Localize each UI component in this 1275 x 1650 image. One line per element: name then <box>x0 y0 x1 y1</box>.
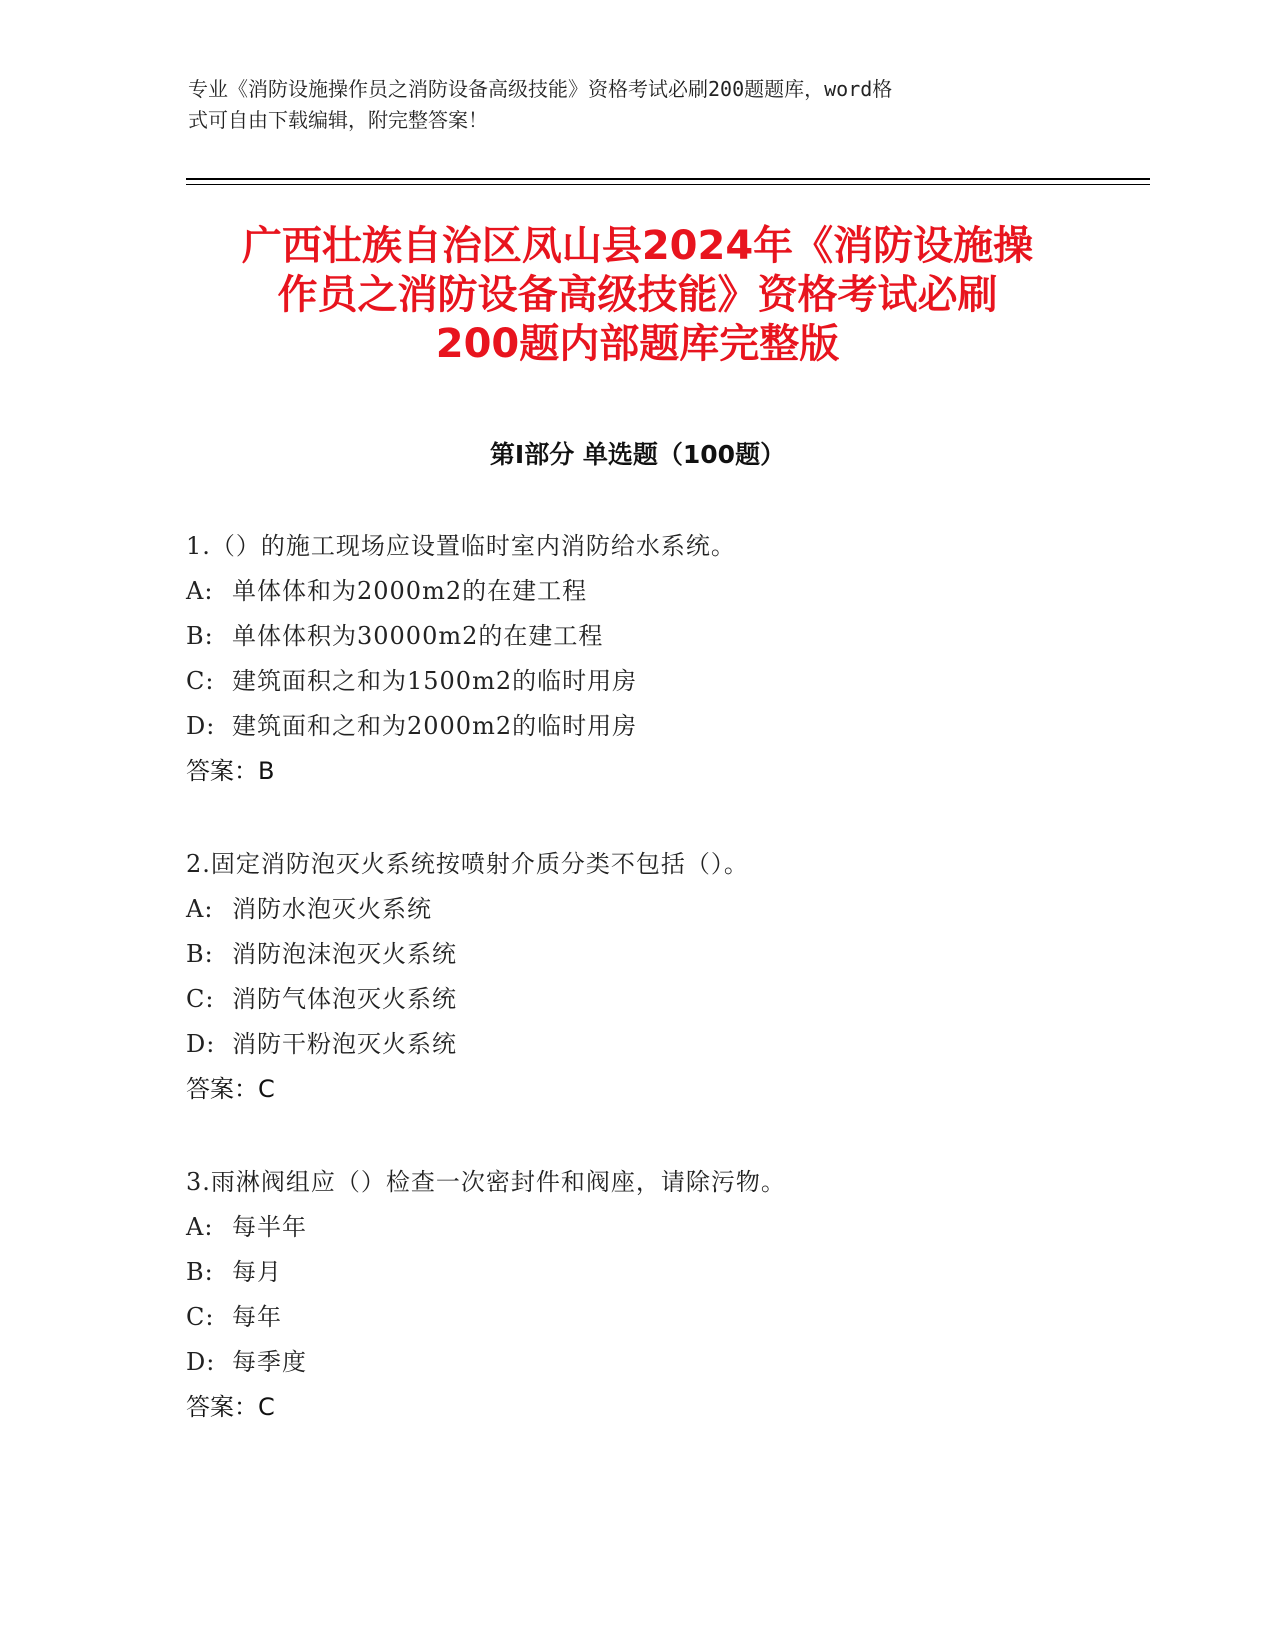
section-title: 第Ⅰ部分 单选题（100题） <box>489 440 786 469</box>
option-c <box>186 977 1146 1022</box>
option-text: 每月 <box>232 1258 282 1286</box>
header-note-line-2: 式可自由下载编辑，附完整答案！ <box>188 108 488 132</box>
option-letter: B: <box>186 940 214 968</box>
option-letter: B: <box>186 622 214 650</box>
option-text: 每半年 <box>232 1213 307 1241</box>
document-title-line-2: 作员之消防设备高级技能》资格考试必刷 <box>277 272 998 318</box>
option-letter: B: <box>186 1258 214 1286</box>
option-letter: A: <box>186 1213 214 1241</box>
option-letter: A: <box>186 577 214 605</box>
question-1 <box>186 524 1146 794</box>
header-divider-thick <box>186 178 1150 180</box>
question-stem: 3.雨淋阀组应（）检查一次密封件和阀座，请除污物。 <box>186 1168 786 1196</box>
option-text: 每年 <box>232 1303 282 1331</box>
answer: 答案：B <box>186 757 275 785</box>
option-text: 建筑面和之和为2000m2的临时用房 <box>232 712 638 740</box>
option-a <box>186 887 1146 932</box>
option-d <box>186 704 1146 749</box>
option-text: 消防干粉泡灭火系统 <box>232 1030 457 1058</box>
option-d <box>186 1340 1146 1385</box>
question-3 <box>186 1160 1146 1430</box>
option-text: 建筑面积之和为1500m2的临时用房 <box>232 667 638 695</box>
document-title-line-1: 广西壮族自治区凤山县2024年《消防设施操 <box>241 223 1034 269</box>
answer: 答案：C <box>186 1393 275 1421</box>
option-c <box>186 659 1146 704</box>
option-b <box>186 614 1146 659</box>
header-note-line-1: 专业《消防设施操作员之消防设备高级技能》资格考试必刷200题题库，word格 <box>188 77 893 101</box>
question-stem: 1.（）的施工现场应设置临时室内消防给水系统。 <box>186 532 736 560</box>
option-text: 消防水泡灭火系统 <box>232 895 432 923</box>
question-2 <box>186 842 1146 1112</box>
option-text: 每季度 <box>232 1348 307 1376</box>
option-b <box>186 932 1146 977</box>
option-a <box>186 569 1146 614</box>
option-letter: C: <box>186 667 215 695</box>
document-title-line-3: 200题内部题库完整版 <box>435 321 840 367</box>
question-stem: 2.固定消防泡灭火系统按喷射介质分类不包括（）。 <box>186 850 749 878</box>
option-text: 消防泡沫泡灭火系统 <box>232 940 457 968</box>
option-text: 单体体积为30000m2的在建工程 <box>232 622 604 650</box>
option-letter: D: <box>186 1030 216 1058</box>
option-letter: D: <box>186 1348 216 1376</box>
option-letter: C: <box>186 985 215 1013</box>
option-a <box>186 1205 1146 1250</box>
option-d <box>186 1022 1146 1067</box>
option-letter: D: <box>186 712 216 740</box>
header-note <box>188 74 1068 136</box>
option-c <box>186 1295 1146 1340</box>
header-divider-thin <box>186 184 1150 185</box>
answer: 答案：C <box>186 1075 275 1103</box>
option-letter: C: <box>186 1303 215 1331</box>
option-letter: A: <box>186 895 214 923</box>
document-title <box>130 222 1145 369</box>
option-text: 消防气体泡灭火系统 <box>232 985 457 1013</box>
option-b <box>186 1250 1146 1295</box>
option-text: 单体体和为2000m2的在建工程 <box>232 577 588 605</box>
